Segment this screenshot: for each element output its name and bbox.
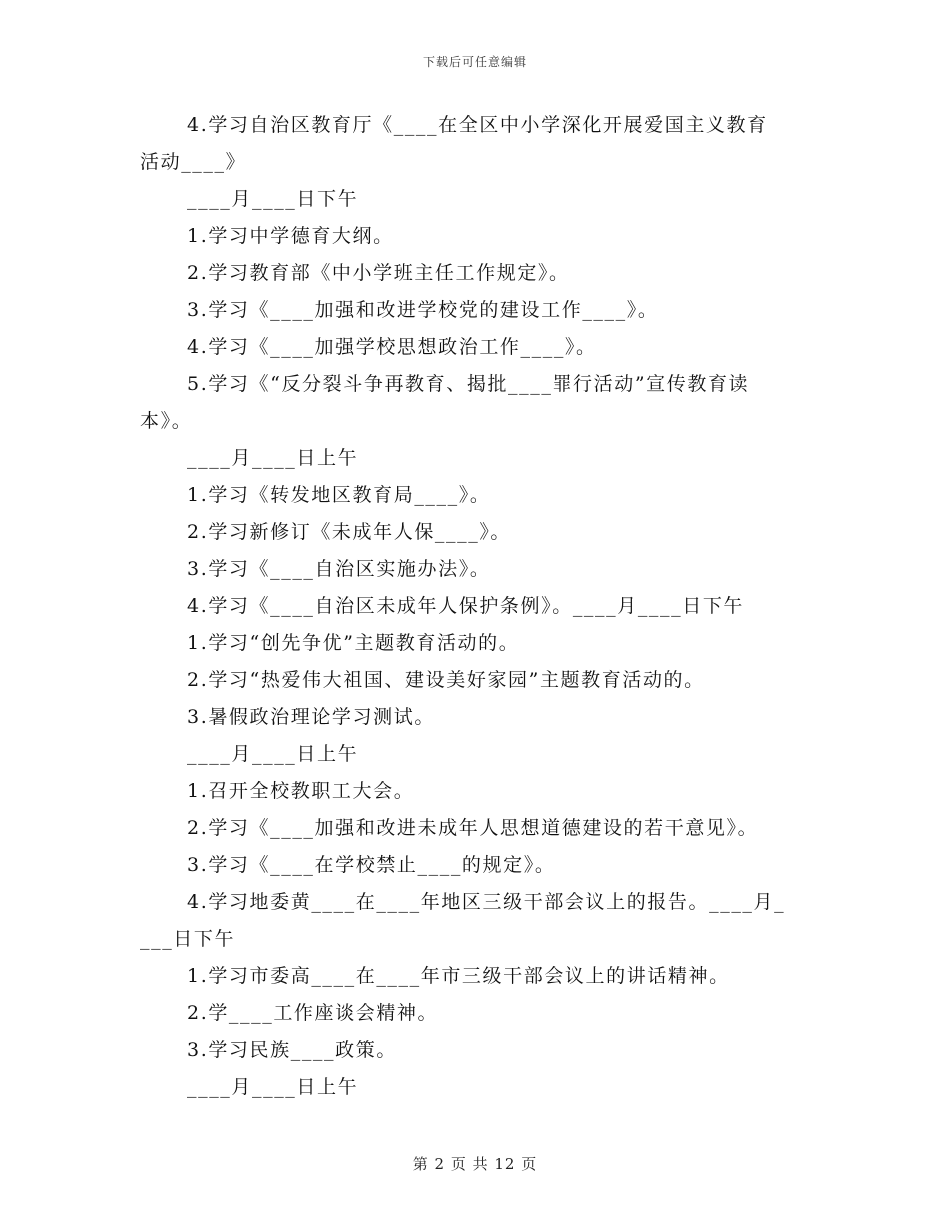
list-item: 1.学习中学德育大纲。	[187, 225, 394, 247]
list-item: 5.学习《“反分裂斗争再教育、揭批____罪行活动”宣传教育读	[187, 373, 750, 395]
list-item: 2.学习“热爱伟大祖国、建设美好家园”主题教育活动的。	[187, 669, 705, 691]
paragraph-line: 活动____》	[140, 151, 247, 173]
list-item: 3.学习《____加强和改进学校党的建设工作____》。	[187, 299, 659, 321]
list-item-continuation: ___日下午	[140, 928, 236, 950]
list-item: 2.学习教育部《中小学班主任工作规定》。	[187, 262, 570, 284]
list-item: 4.学习《____加强学校思想政治工作____》。	[187, 336, 597, 358]
page-footer: 第 2 页 共 12 页	[412, 1155, 538, 1173]
list-item: 1.学习“创先争优”主题教育活动的。	[187, 632, 520, 654]
date-heading: ____月____日下午	[187, 188, 359, 210]
list-item: 4.学习《____自治区未成年人保护条例》。____月____日下午	[187, 595, 745, 617]
list-item: 2.学习新修订《未成年人保____》。	[187, 521, 512, 543]
paragraph-line: 4.学习自治区教育厅《____在全区中小学深化开展爱国主义教育	[187, 114, 768, 136]
list-item: 1.学习市委高____在____年市三级干部会议上的讲话精神。	[187, 965, 730, 987]
list-item: 3.学习民族____政策。	[187, 1039, 397, 1061]
list-item: 2.学____工作座谈会精神。	[187, 1002, 439, 1024]
list-item: 3.暑假政治理论学习测试。	[187, 706, 435, 728]
document-body	[140, 107, 810, 1106]
list-item: 4.学习地委黄____在____年地区三级干部会议上的报告。____月_	[187, 891, 786, 913]
list-item: 3.学习《____自治区实施办法》。	[187, 558, 491, 580]
date-heading: ____月____日上午	[187, 447, 359, 469]
date-heading: ____月____日上午	[187, 743, 359, 765]
list-item: 3.学习《____在学校禁止____的规定》。	[187, 854, 556, 876]
list-item: 1.召开全校教职工大会。	[187, 780, 415, 802]
date-heading: ____月____日上午	[187, 1076, 359, 1098]
page-header: 下载后可任意编辑	[422, 55, 527, 69]
list-item: 2.学习《____加强和改进未成年人思想道德建设的若干意见》。	[187, 817, 759, 839]
list-item: 1.学习《转发地区教育局____》。	[187, 484, 491, 506]
list-item-continuation: 本》。	[140, 410, 193, 432]
